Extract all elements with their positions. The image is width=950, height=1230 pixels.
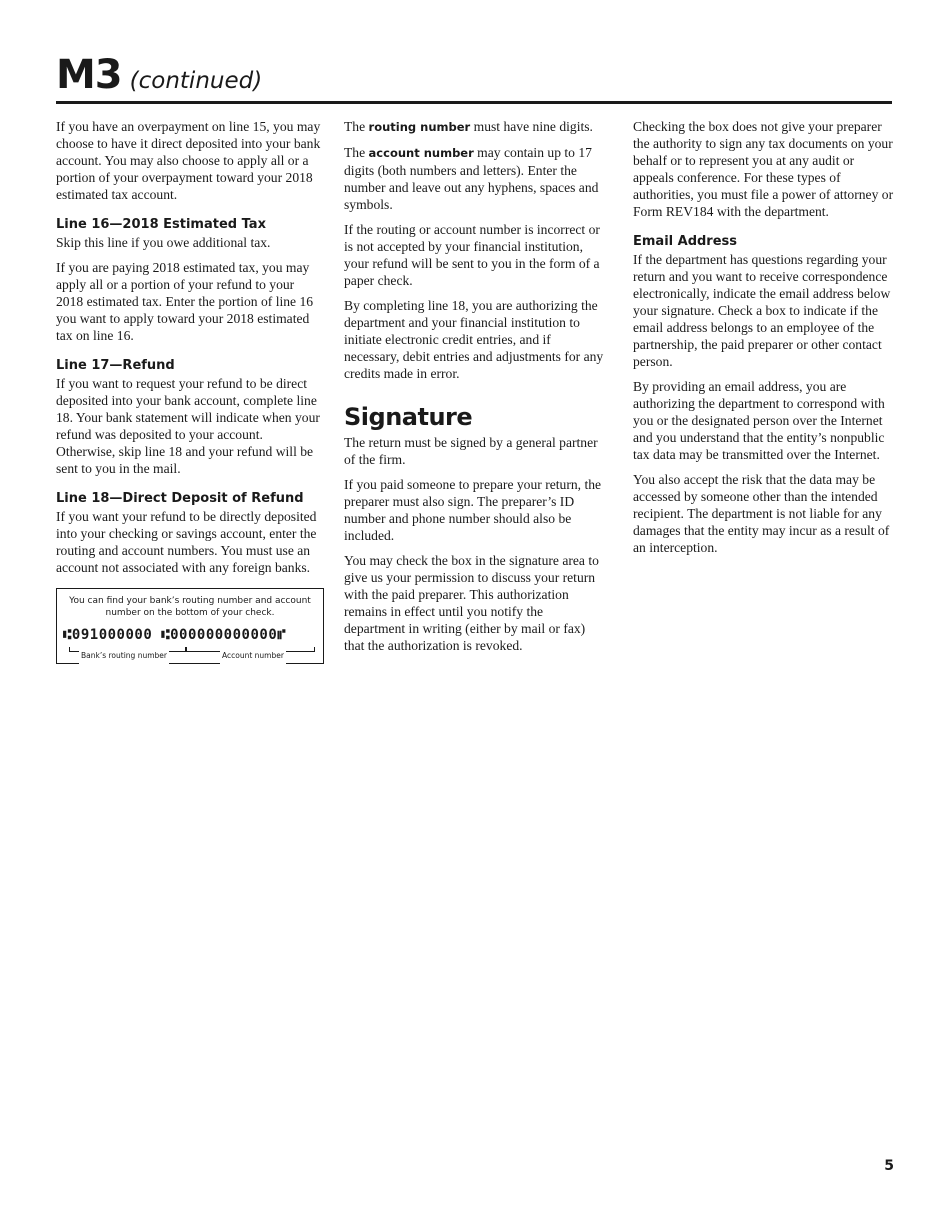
paragraph-email-authorize: By providing an email address, you are authorizing the department to correspond with you or the designated person over the Internet and you understand that the entity’s nonpublic tax data may be transmitted over the Internet.	[633, 379, 885, 462]
keyword-routing-number: routing number	[368, 120, 471, 134]
heading-line16: Line 16—2018 Estimated Tax	[56, 217, 266, 232]
check-caption: You can find your bank’s routing number and account number on the bottom of your check.	[69, 596, 311, 618]
paragraph-account: The account number may contain up to 17 digits (both numbers and letters). Enter the number and leave out any hyphens, spaces and symbols.	[344, 145, 599, 212]
account-digits: 000000000000	[170, 627, 278, 643]
paragraph-email-questions: If the department has questions regarding your return and you want to receive correspondence electronically, indicate the email address below your signature. Check a box to indicate if the email address belongs to an employee of the partnership, the paid preparer or other contact person.	[633, 252, 891, 369]
paragraph-incorrect: If the routing or account number is incorrect or is not accepted by your financial institution, your refund will be sent to you in the form of a paper check.	[344, 222, 600, 288]
paragraph-sig-preparer: If you paid someone to prepare your return, the preparer must also sign. The preparer’s ID number and phone number should also be included.	[344, 477, 602, 543]
paragraph-sig-permission: You may check the box in the signature area to give us your permission to discuss your return with the paid preparer. This authorization remains in effect until you notify the department in writing (either by mail or fax) that the authorization is revoked.	[344, 553, 599, 653]
paragraph-overpayment: If you have an overpayment on line 15, you may choose to have it direct deposited into your bank account. You may also choose to apply all or a portion of your overpayment toward your 2018 estimated tax account.	[56, 119, 321, 202]
on-us-symbol-icon: ⑈	[277, 627, 287, 643]
paragraph-line18: If you want your refund to be directly deposited into your checking or savings account, enter the routing and account numbers. You must use an account not associated with any foreign banks.	[56, 509, 317, 575]
column-3	[633, 118, 895, 564]
paragraph-routing: The routing number must have nine digits.	[344, 119, 593, 134]
routing-label: Bank’s routing number	[79, 647, 169, 664]
heading-signature: Signature	[344, 403, 473, 431]
paragraph-line17: If you want to request your refund to be direct deposited into your bank account, complete line 18. Your bank statement will indicate when your refund was deposited to your account. Otherwise, skip line 18 and your refund will be sent to you in the mail.	[56, 376, 320, 476]
paragraph-email-risk: You also accept the risk that the data may be accessed by someone other than the intended recipient. The department is not liable for any damages that the entity may incur as a result of an interception.	[633, 472, 890, 555]
paragraph-sig-general-partner: The return must be signed by a general partner of the firm.	[344, 435, 598, 467]
routing-digits: 091000000	[71, 627, 153, 643]
paragraph-line16-estimated: If you are paying 2018 estimated tax, you may apply all or a portion of your refund to your 2018 estimated tax. Enter the portion of line 16 you want to apply toward your 2018 estimated tax on line 16.	[56, 260, 314, 343]
check-micr-line	[63, 627, 286, 644]
transit-symbol-icon: ⑆	[63, 627, 72, 643]
title-subtitle: (continued)	[129, 68, 263, 94]
heading-email: Email Address	[633, 234, 738, 249]
page-title	[56, 52, 262, 98]
keyword-account-number: account number	[368, 146, 474, 160]
form-id: M3	[56, 52, 122, 98]
check-example-box	[56, 588, 324, 664]
heading-line18: Line 18—Direct Deposit of Refund	[56, 491, 304, 506]
title-rule	[56, 101, 892, 104]
account-label: Account number	[220, 647, 286, 664]
transit-symbol-icon: ⑆	[152, 627, 171, 643]
heading-line17: Line 17—Refund	[56, 358, 175, 373]
column-1	[56, 118, 322, 664]
paragraph-checking-box: Checking the box does not give your preparer the authority to sign any tax documents on your behalf or to represent you at any audit or appeals conference. For these types of authorities, you must file a power of attorney or Form REV184 with the department.	[633, 119, 894, 219]
page-number: 5	[884, 1158, 894, 1174]
paragraph-line16-skip: Skip this line if you owe additional tax.	[56, 235, 271, 250]
paragraph-authorize: By completing line 18, you are authorizing the department and your financial institution to initiate electronic credit entries, and if necessary, debit entries and adjustments for any credits made in error.	[344, 298, 604, 381]
column-2	[344, 118, 606, 662]
